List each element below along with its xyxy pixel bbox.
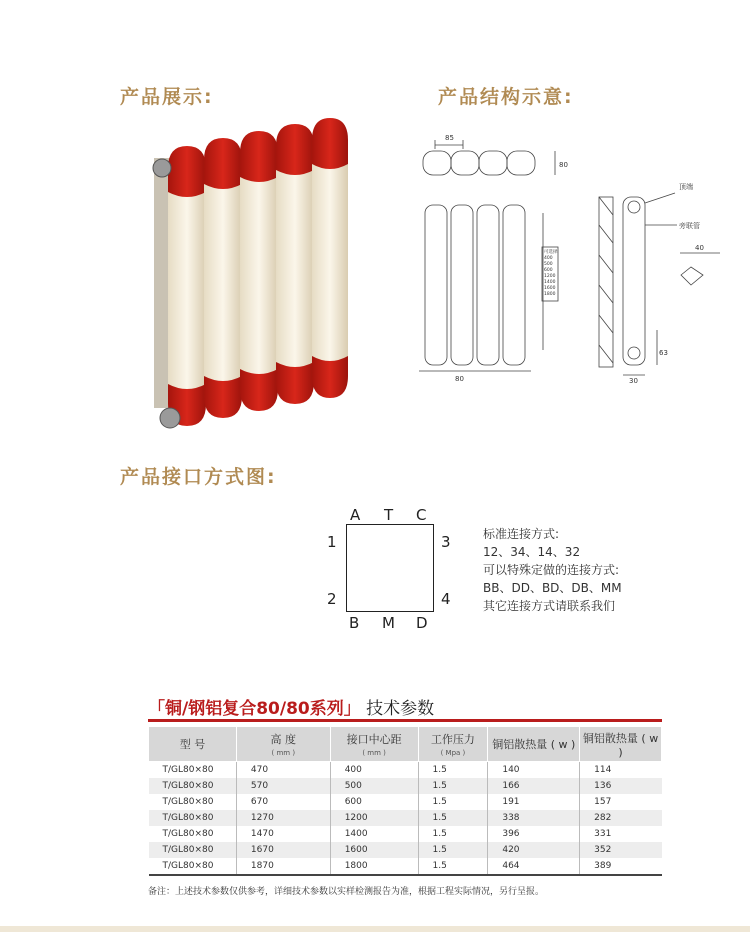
- bottom-bar: [0, 926, 750, 932]
- svg-text:600: 600: [544, 268, 553, 273]
- table-row: T/GL80×80 1270 1200 1.5 338 282: [149, 810, 662, 826]
- connection-notes: [483, 525, 622, 615]
- port-4: 4: [441, 590, 451, 608]
- spec-title-suffix: 技术参数: [366, 699, 435, 719]
- table-row: T/GL80×80 670 600 1.5 191 157: [149, 794, 662, 810]
- header-height: 高 度 ( mm ): [236, 727, 330, 762]
- table-row: T/GL80×80 570 500 1.5 166 136: [149, 778, 662, 794]
- header-center-distance: 接口中心距 ( mm ): [330, 727, 418, 762]
- dim-30: 30: [629, 377, 638, 385]
- svg-text:1800: 1800: [544, 292, 556, 297]
- note-custom-label: 可以特殊定做的连接方式:: [483, 563, 620, 577]
- svg-text:1200: 1200: [544, 274, 556, 279]
- dim-spacing: 80: [455, 375, 464, 383]
- table-row: T/GL80×80 1470 1400 1.5 396 331: [149, 826, 662, 842]
- section-title-structure: 产品结构示意:: [438, 86, 574, 108]
- spec-table: [148, 726, 662, 876]
- interface-box: [346, 524, 434, 612]
- port-t: T: [384, 506, 394, 524]
- label-side-pipe: 旁联管: [679, 222, 700, 230]
- port-d: D: [416, 614, 428, 632]
- radiator-columns: [168, 118, 348, 426]
- header-model: 型 号: [149, 727, 237, 762]
- svg-text:400: 400: [544, 256, 553, 261]
- dim-height-80: 80: [559, 161, 568, 169]
- section-title-product-show: 产品展示:: [120, 86, 214, 108]
- header-heat-output-2: 铜铝散热量 ( w ): [580, 727, 662, 762]
- port-2: 2: [327, 590, 337, 608]
- port-c: C: [416, 506, 427, 524]
- spec-header-row: [149, 727, 662, 762]
- table-row: T/GL80×80 1670 1600 1.5 420 352: [149, 842, 662, 858]
- spec-title-rule: [148, 719, 662, 722]
- svg-text:可选择: 可选择: [544, 250, 558, 255]
- table-row: T/GL80×80 1870 1800 1.5 464 389: [149, 858, 662, 875]
- port-1: 1: [327, 533, 337, 551]
- header-pressure: 工作压力 ( Mpa ): [418, 727, 488, 762]
- structure-diagram: [405, 125, 745, 395]
- port-3: 3: [441, 533, 451, 551]
- dim-63: 63: [659, 349, 668, 357]
- note-custom-values: BB、DD、BD、DB、MM: [483, 581, 622, 595]
- table-row: T/GL80×80 470 400 1.5 140 114: [149, 762, 662, 779]
- label-top: 顶端: [679, 183, 693, 191]
- section-title-interface: 产品接口方式图:: [120, 466, 277, 488]
- port-m: M: [382, 614, 395, 632]
- spec-series-name: 铜/钢铝复合80/80系列: [165, 699, 344, 719]
- header-heat-output-1: 铜铝散热量 ( w ): [488, 727, 580, 762]
- spec-title: 「铜/钢铝复合80/80系列」 技术参数: [148, 699, 435, 719]
- svg-text:1400: 1400: [544, 280, 556, 285]
- note-standard-values: 12、34、14、32: [483, 545, 581, 559]
- svg-text:1600: 1600: [544, 286, 556, 291]
- svg-text:500: 500: [544, 262, 553, 267]
- dim-width-85: 85: [445, 134, 454, 142]
- note-contact: 其它连接方式请联系我们: [483, 599, 616, 613]
- note-standard-label: 标准连接方式:: [483, 527, 560, 541]
- port-a: A: [350, 506, 361, 524]
- spec-footnote: 备注：上述技术参数仅供参考，详细技术参数以实样检测报告为准，根据工程实际情况，另行呈报。: [148, 887, 545, 897]
- height-options: [544, 248, 558, 297]
- radiator-product-image: [148, 118, 358, 443]
- dim-40: 40: [695, 244, 704, 252]
- port-b: B: [349, 614, 360, 632]
